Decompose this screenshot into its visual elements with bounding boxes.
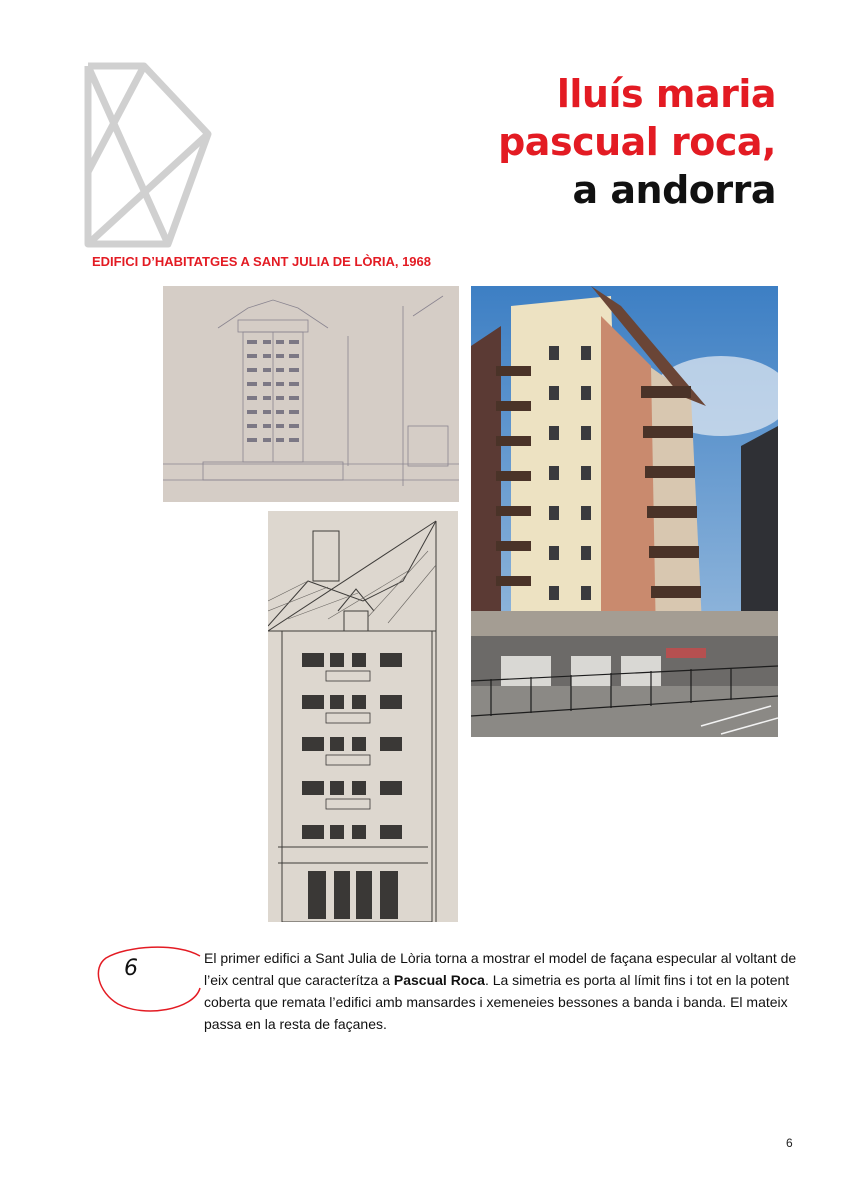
page-number: 6 — [786, 1136, 793, 1150]
title-line-3: a andorra — [572, 168, 776, 212]
logo — [82, 62, 214, 248]
page-title — [498, 70, 776, 214]
facade-sketch-image — [268, 511, 458, 922]
figure-number: 6 — [124, 956, 138, 981]
logo-mark — [82, 62, 214, 248]
title-line-2: pascual roca, — [498, 120, 776, 164]
section-subtitle: EDIFICI D’HABITATGES A SANT JULIA DE LÒRIA, 1968 — [92, 254, 431, 269]
title-line-1: lluís maria — [556, 72, 776, 116]
paragraph-bold-name: Pascual Roca — [393, 972, 485, 988]
description-paragraph — [204, 947, 804, 1035]
elevation-drawing-image — [163, 286, 459, 502]
building-photo-image — [471, 286, 778, 737]
paragraph-text-1: El primer edifici a Sant Julia de Lòria torna a mostrar el model de façana especular al voltant de l’eix central que caracterítza a — [204, 950, 797, 988]
paragraph-text-2: . La simetria es porta al límit fins i tot en la potent coberta que remata l’edifici amb mansardes i xemeneies bessones a banda i banda. El mateix passa en la resta de façanes. — [204, 972, 790, 1032]
